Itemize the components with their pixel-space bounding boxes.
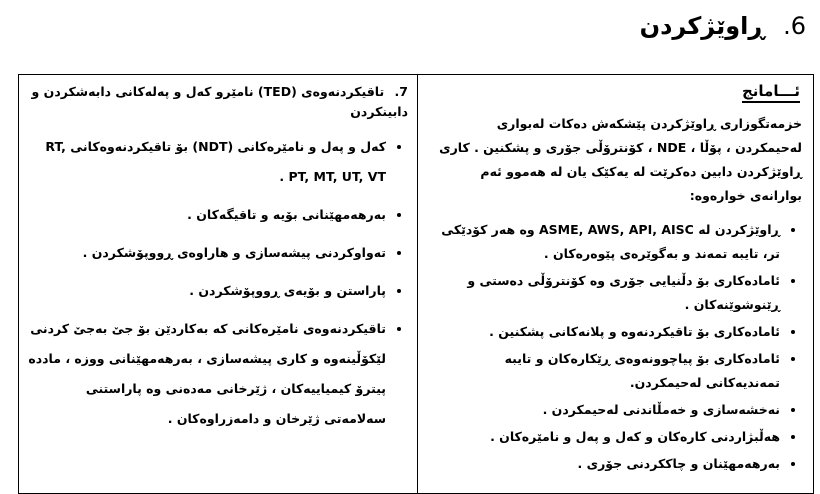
goals-title: ئـــامانج (430, 82, 802, 100)
list-item: • ئامادەکاری بۆ تاقیکردنەوە و پلانەکانی پشکنین . (430, 320, 780, 344)
list-item: • تەواوکردنی پیشەسازی و هاراوەی ڕووپۆشکردن . (28, 238, 386, 268)
goals-intro: خزمەتگوزاری ڕاوێژکردن پێشکەش دەکات لەبواری لەحیمکردن ، پۆڵا ، NDE ، کۆنترۆڵی جۆری و پشکنین . کاری ڕاوێژکردن دابین دەکرێت لە یەکێک یان لە هەموو ئەم بوارانەی خوارەوە: (439, 116, 802, 203)
list-item: • کەل و پەل و نامێرەکانی (NDT) بۆ تاقیکردنەوەکانی RT, PT, MT, UT, VT . (28, 132, 386, 192)
section-heading (640, 12, 806, 40)
list-item: • بەرهەمهێنانی بۆیە و تاقیگەکان . (28, 200, 386, 230)
list-item: • بەرهەمهێنان و چاککردنی جۆری . (430, 452, 780, 476)
section-title: ڕاوێژکردن (639, 12, 765, 40)
list-item: • هەڵبژاردنی کارەکان و کەل و پەل و نامێرەکان . (430, 425, 780, 449)
section7-number: 7. (394, 84, 408, 99)
section7-column (28, 82, 408, 442)
section-number: 6. (783, 12, 806, 40)
column-divider (417, 74, 418, 494)
list-item: • نەخشەسازی و خەمڵاندنی لەحیمکردن . (430, 398, 780, 422)
goals-list (430, 218, 802, 476)
list-item: • پاراستن و بۆیەی ڕووپۆشکردن . (28, 276, 386, 306)
goals-column (430, 82, 802, 479)
section7-title (28, 82, 408, 122)
section7-title-text: تاقیکردنەوەی (TED) نامێرو کەل و پەلەکانی دابەشکردن و دابینکردن (31, 84, 408, 119)
list-item: • ئامادەکاری بۆ دڵنیایی جۆری وە کۆنترۆڵی دەستی و ڕێنوشوێنەکان . (430, 269, 780, 317)
section7-list (28, 132, 408, 434)
list-item: • تاقیکردنەوەی نامێرەکانی کە بەکاردێن بۆ جێ بەجێ کردنی لێکۆڵینەوە و کاری پیشەسازی ، بەرهەمهێنانی ووزە ، ماددە پیترۆ کیمیاییەکان ، ژێرخانی مەدەنی وە پاراستنی سەلامەتی ژێرخان و دامەزراوەکان . (28, 314, 386, 434)
list-item: • ئامادەکاری بۆ پیاچوونەوەی ڕێکارەکان و تایبە تمەندیەکانی لەحیمکردن. (430, 347, 780, 395)
list-item: • ڕاوێژکردن لە ASME, AWS, API, AISC وە هەر کۆدێکی تر، تایبە تمەند و بەگوێرەی پێوەرەکان . (430, 218, 780, 266)
